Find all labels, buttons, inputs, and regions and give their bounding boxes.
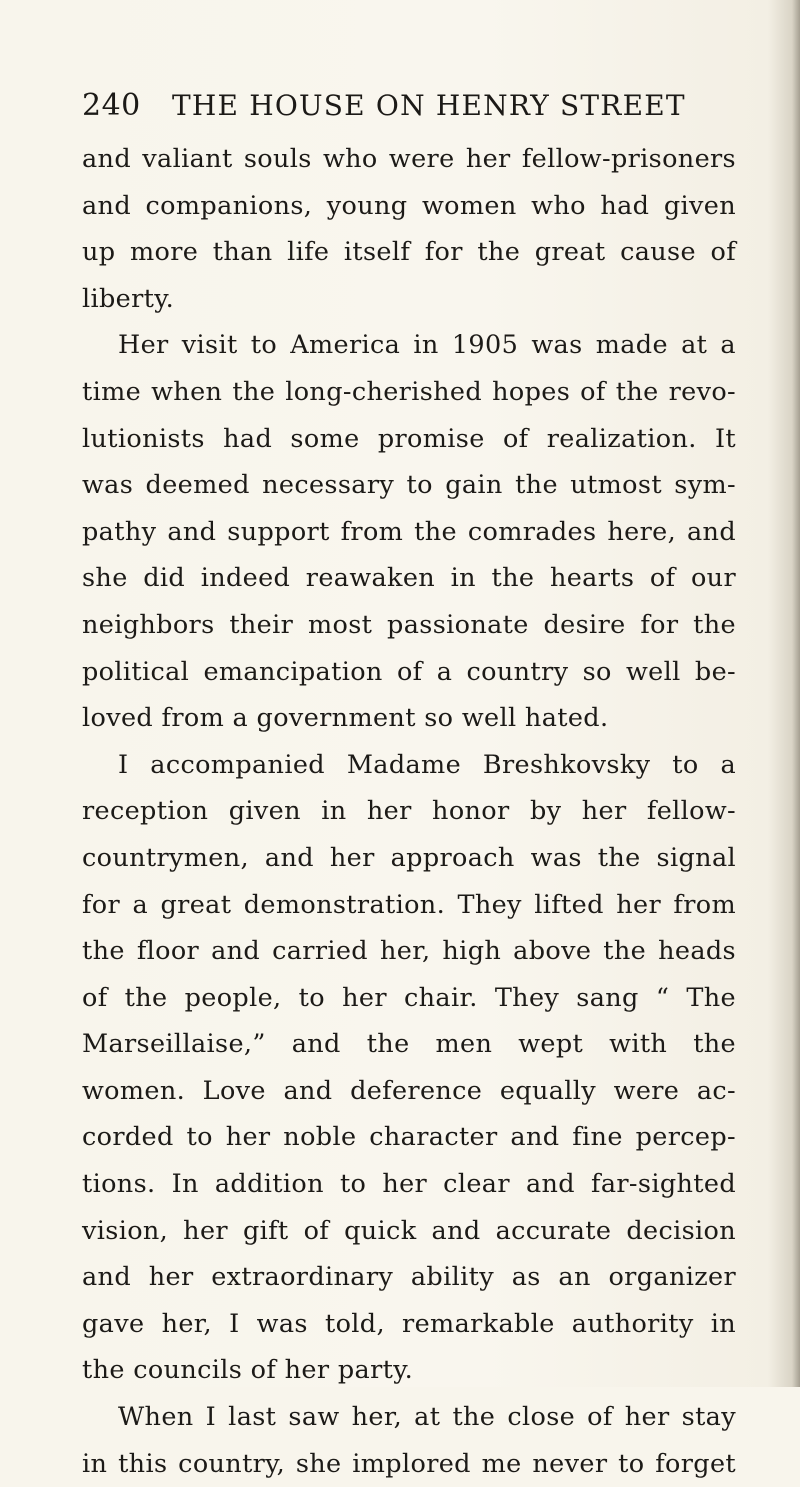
body-text <box>82 136 736 1487</box>
text-line: corded to her noble character and fine percep- <box>82 1122 736 1153</box>
text-line: political emancipation of a country so well be- <box>82 656 736 687</box>
text-line: and valiant souls who were her fellow-prisoners <box>82 144 736 174</box>
text-line: the councils of her party. <box>82 1355 414 1386</box>
text-line: loved from a government so well hated. <box>82 703 609 734</box>
text-line: reception given in her honor by her fellow- <box>82 796 736 827</box>
text-line: neighbors their most passionate desire for the <box>82 609 736 640</box>
text-line: women. Love and deference equally were ac- <box>82 1075 736 1106</box>
text-line: for a great demonstration. They lifted her from <box>82 889 736 920</box>
text-line: the floor and carried her, high above the heads <box>82 936 736 967</box>
text-line: vision, her gift of quick and accurate decision <box>82 1215 736 1246</box>
text-line: When I last saw her, at the close of her stay <box>118 1402 736 1433</box>
running-title: THE HOUSE ON HENRY STREET <box>172 89 686 122</box>
text-line: in this country, she implored me never to forget <box>82 1448 736 1479</box>
text-line: gave her, I was told, remarkable authority in <box>82 1308 736 1339</box>
text-line: and companions, young women who had given <box>82 190 736 221</box>
text-line: time when the long-cherished hopes of the revo- <box>82 376 736 407</box>
page-header <box>82 86 722 126</box>
text-line: pathy and support from the comrades here, and <box>82 516 736 547</box>
text-line: tions. In addition to her clear and far-sighted <box>82 1169 736 1200</box>
page-number: 240 <box>82 88 141 123</box>
text-line: she did indeed reawaken in the hearts of our <box>82 563 736 594</box>
text-line: Her visit to America in 1905 was made at a <box>118 330 736 361</box>
text-line: lutionists had some promise of realization. It <box>82 423 736 454</box>
text-line: liberty. <box>82 283 175 314</box>
text-line: was deemed necessary to gain the utmost sym- <box>82 470 736 501</box>
text-line: I accompanied Madame Breshkovsky to a <box>118 749 736 780</box>
text-line: Marseillaise,” and the men wept with the <box>82 1029 736 1060</box>
text-line: up more than life itself for the great cause of <box>82 237 736 268</box>
text-line: and her extraordinary ability as an organizer <box>82 1262 736 1293</box>
text-line: countrymen, and her approach was the signal <box>82 842 736 873</box>
text-line: of the people, to her chair. They sang “ The <box>82 982 736 1013</box>
